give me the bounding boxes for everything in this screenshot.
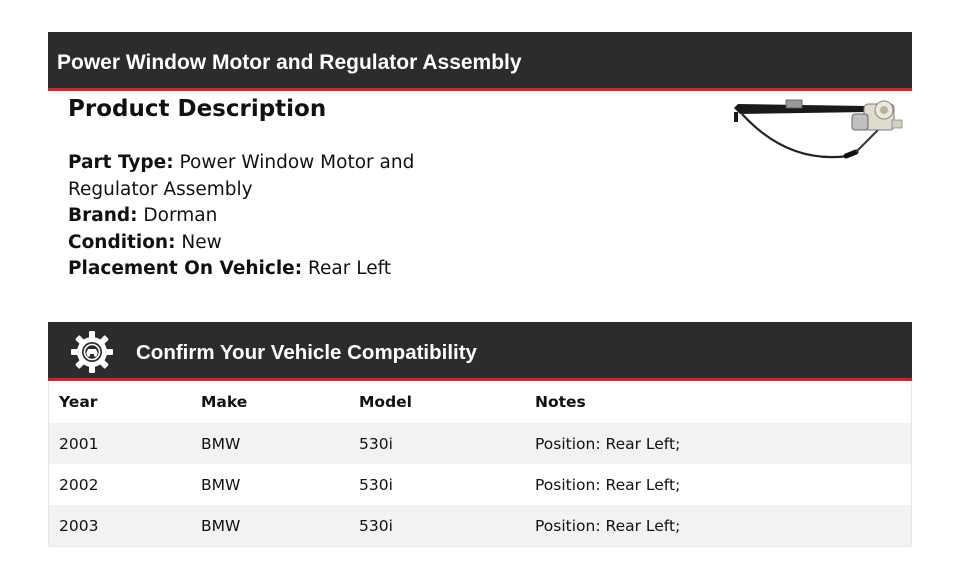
cell-model: 530i [359, 516, 393, 535]
spec-condition [68, 230, 428, 257]
table-row [49, 464, 912, 505]
spec-list [68, 150, 428, 283]
compatibility-table [48, 381, 912, 547]
spec-placement [68, 256, 428, 283]
description-heading: Product Description [68, 96, 327, 122]
spec-label: Part Type: [68, 152, 174, 173]
column-header-model: Model [359, 393, 412, 411]
cell-notes: Position: Rear Left; [535, 516, 681, 535]
cell-make: BMW [201, 516, 241, 535]
cell-make: BMW [201, 434, 241, 453]
cell-model: 530i [359, 434, 393, 453]
spec-brand [68, 203, 428, 230]
compatibility-bar [48, 322, 912, 381]
table-row [49, 505, 912, 547]
compatibility-title: Confirm Your Vehicle Compatibility [136, 340, 477, 364]
cell-notes: Position: Rear Left; [535, 434, 681, 453]
cell-notes: Position: Rear Left; [535, 475, 681, 494]
column-header-notes: Notes [535, 393, 586, 411]
cell-make: BMW [201, 475, 241, 494]
table-header-row [49, 381, 912, 423]
cell-model: 530i [359, 475, 393, 494]
gear-car-icon [70, 330, 114, 374]
table-row [49, 423, 912, 464]
spec-value: New [181, 231, 222, 253]
spec-value: Rear Left [308, 258, 392, 279]
product-title: Power Window Motor and Regulator Assembly [57, 51, 522, 74]
spec-label: Brand: [68, 205, 138, 226]
cell-year: 2003 [59, 516, 99, 535]
product-title-bar [48, 32, 912, 91]
spec-label: Placement On Vehicle: [68, 258, 303, 279]
column-header-year: Year [59, 393, 98, 411]
cell-year: 2002 [59, 475, 99, 494]
spec-part-type [68, 150, 428, 203]
window-regulator-image [728, 94, 912, 166]
cell-year: 2001 [59, 434, 99, 453]
column-header-make: Make [201, 393, 248, 411]
spec-value: Power Window Motor and Regulator Assembly [68, 152, 415, 200]
spec-label: Condition: [68, 231, 176, 253]
spec-value: Dorman [143, 205, 218, 226]
